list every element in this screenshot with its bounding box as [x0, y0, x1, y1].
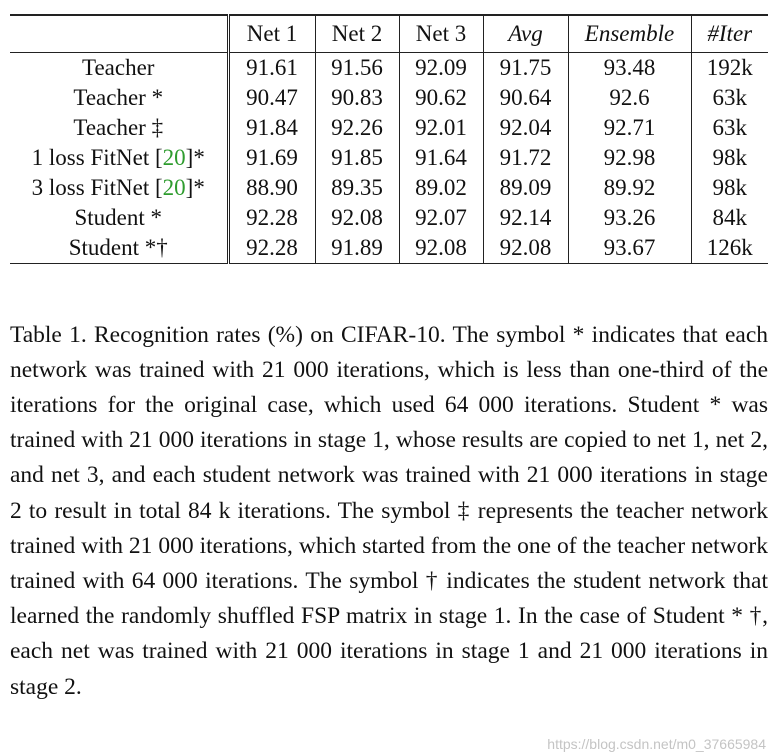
header-cell-ensemble: Ensemble [568, 15, 691, 53]
cell-ensemble: 92.6 [568, 83, 691, 113]
cell-avg: 92.14 [483, 203, 568, 233]
cell-iter: 98k [691, 143, 768, 173]
cell-iter: 192k [691, 53, 768, 84]
cell-avg: 90.64 [483, 83, 568, 113]
cell-iter: 126k [691, 233, 768, 264]
results-table [10, 14, 768, 264]
cell-net3: 92.01 [399, 113, 483, 143]
row-label-suffix: ]* [185, 145, 205, 170]
cell-net3: 91.64 [399, 143, 483, 173]
cell-net3: 92.07 [399, 203, 483, 233]
row-label [10, 113, 228, 143]
row-label-text: 3 loss FitNet [ [31, 175, 163, 200]
table-header-row [10, 15, 768, 53]
cell-avg: 91.75 [483, 53, 568, 84]
header-cell-method [10, 15, 228, 53]
row-label [10, 53, 228, 84]
cell-net2: 90.83 [315, 83, 399, 113]
cell-iter: 63k [691, 83, 768, 113]
table-row [10, 83, 768, 113]
cell-net1: 92.28 [246, 235, 298, 260]
table-body [10, 53, 768, 264]
row-label [10, 203, 228, 233]
row-label [10, 173, 228, 203]
table-row [10, 113, 768, 143]
table-row [10, 143, 768, 173]
cell-net3: 92.08 [399, 233, 483, 264]
cell-net3: 90.62 [399, 83, 483, 113]
row-label-text: 1 loss FitNet [ [31, 145, 163, 170]
row-label-text: Student *† [68, 235, 168, 260]
cell-net2: 91.89 [315, 233, 399, 264]
table-row [10, 233, 768, 264]
header-cell-avg: Avg [483, 15, 568, 53]
cell-net1: 88.90 [246, 175, 298, 200]
row-label [10, 143, 228, 173]
row-label-suffix: ]* [185, 175, 205, 200]
cell-net2: 92.08 [315, 203, 399, 233]
row-label [10, 83, 228, 113]
cell-net3: 89.02 [399, 173, 483, 203]
cell-ensemble: 92.71 [568, 113, 691, 143]
row-label [10, 233, 228, 264]
cell-net2: 92.26 [315, 113, 399, 143]
citation-link[interactable]: 20 [162, 145, 186, 170]
table-row [10, 173, 768, 203]
cell-net2: 91.85 [315, 143, 399, 173]
cell-ensemble: 93.26 [568, 203, 691, 233]
cell-ensemble: 93.48 [568, 53, 691, 84]
row-label-text: Teacher ‡ [73, 115, 164, 140]
cell-avg: 92.04 [483, 113, 568, 143]
cell-ensemble: 92.98 [568, 143, 691, 173]
header-cell-net2: Net 2 [315, 15, 399, 53]
cell-net3: 92.09 [399, 53, 483, 84]
table-caption: Table 1. Recognition rates (%) on CIFAR-10. The symbol * indicates that each network was trained with 21 000 iterations, which is less than one-third of the iterations for the original case, which used 64 000 iterations. Student * was trained with 21 000 iterations in stage 1, whose results are copied to net 1, net 2, and net 3, and each student network was trained with 21 000 iterations in stage 2 to result in total 84 k iterations. The symbol ‡ represents the teacher network trained with 21 000 iterations, which started from the one of the teacher network trained with 64 000 iterations. The symbol † indicates the student network that learned the randomly shuffled FSP matrix in stage 1. In the case of Student * †, each net was trained with 21 000 iterations in stage 1 and 21 000 iterations in stage 2. [10, 321, 768, 700]
cell-net1: 91.69 [246, 145, 298, 170]
cell-net2: 89.35 [315, 173, 399, 203]
cell-avg: 89.09 [483, 173, 568, 203]
cell-net1: 91.61 [246, 55, 298, 80]
row-label-text: Teacher * [73, 85, 164, 110]
header-cell-iter: #Iter [691, 15, 768, 53]
cell-net2: 91.56 [315, 53, 399, 84]
row-label-text: Student * [74, 205, 163, 230]
citation-link[interactable]: 20 [162, 175, 186, 200]
cell-ensemble: 93.67 [568, 233, 691, 264]
cell-iter: 84k [691, 203, 768, 233]
header-cell-net1: Net 1 [246, 21, 298, 46]
cell-net1: 91.84 [246, 115, 298, 140]
cell-net1: 90.47 [246, 85, 298, 110]
table-row [10, 53, 768, 84]
row-label-text: Teacher [82, 55, 155, 80]
table-row [10, 203, 768, 233]
header-cell-net3: Net 3 [399, 15, 483, 53]
cell-iter: 98k [691, 173, 768, 203]
cell-ensemble: 89.92 [568, 173, 691, 203]
cell-net1: 92.28 [246, 205, 298, 230]
cell-iter: 63k [691, 113, 768, 143]
results-table-container [10, 14, 768, 264]
cell-avg: 91.72 [483, 143, 568, 173]
watermark: https://blog.csdn.net/m0_37665984 [547, 736, 766, 752]
cell-avg: 92.08 [483, 233, 568, 264]
